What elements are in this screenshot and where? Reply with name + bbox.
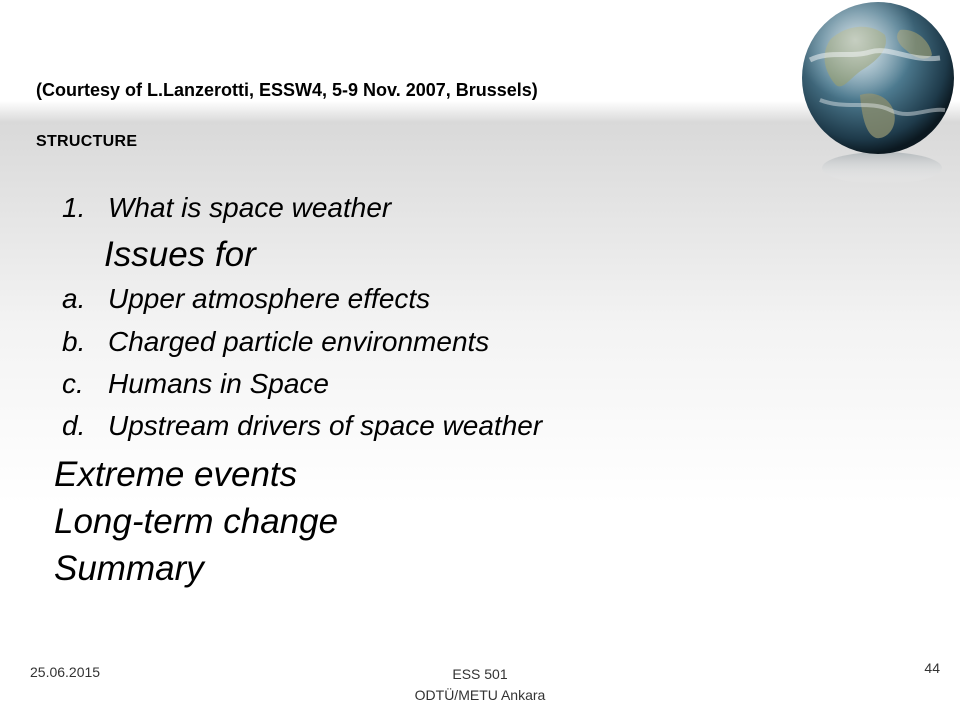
course-code: ESS 501 <box>452 666 508 682</box>
slide-heading: STRUCTURE <box>36 133 138 150</box>
list-item-text: Humans in Space <box>108 368 330 399</box>
footer-date: 25.06.2015 <box>30 664 101 680</box>
list-item-text: Charged particle environments <box>108 326 490 357</box>
footer-course <box>380 664 580 706</box>
slide-number: 44 <box>924 660 940 676</box>
courtesy-line: (Courtesy of L.Lanzerotti, ESSW4, 5-9 Nov. 2007, Brussels) <box>36 80 538 100</box>
list-item-text: Summary <box>54 549 204 588</box>
list-marker: a. <box>62 283 86 314</box>
list-item-text: Issues for <box>104 235 256 274</box>
list-item-text: Extreme events <box>54 455 298 494</box>
institution-name: ODTÜ/METU Ankara <box>414 687 546 703</box>
list-marker: d. <box>62 410 86 441</box>
earth-globe-icon <box>790 0 960 185</box>
list-item-text: Upper atmosphere effects <box>108 283 431 314</box>
list-marker: 1. <box>62 192 86 223</box>
list-item-text: Upstream drivers of space weather <box>108 410 543 441</box>
list-marker: b. <box>62 326 86 357</box>
list-marker: c. <box>62 368 84 399</box>
list-item-text: Long-term change <box>54 502 339 541</box>
list-item-text: What is space weather <box>108 192 392 223</box>
